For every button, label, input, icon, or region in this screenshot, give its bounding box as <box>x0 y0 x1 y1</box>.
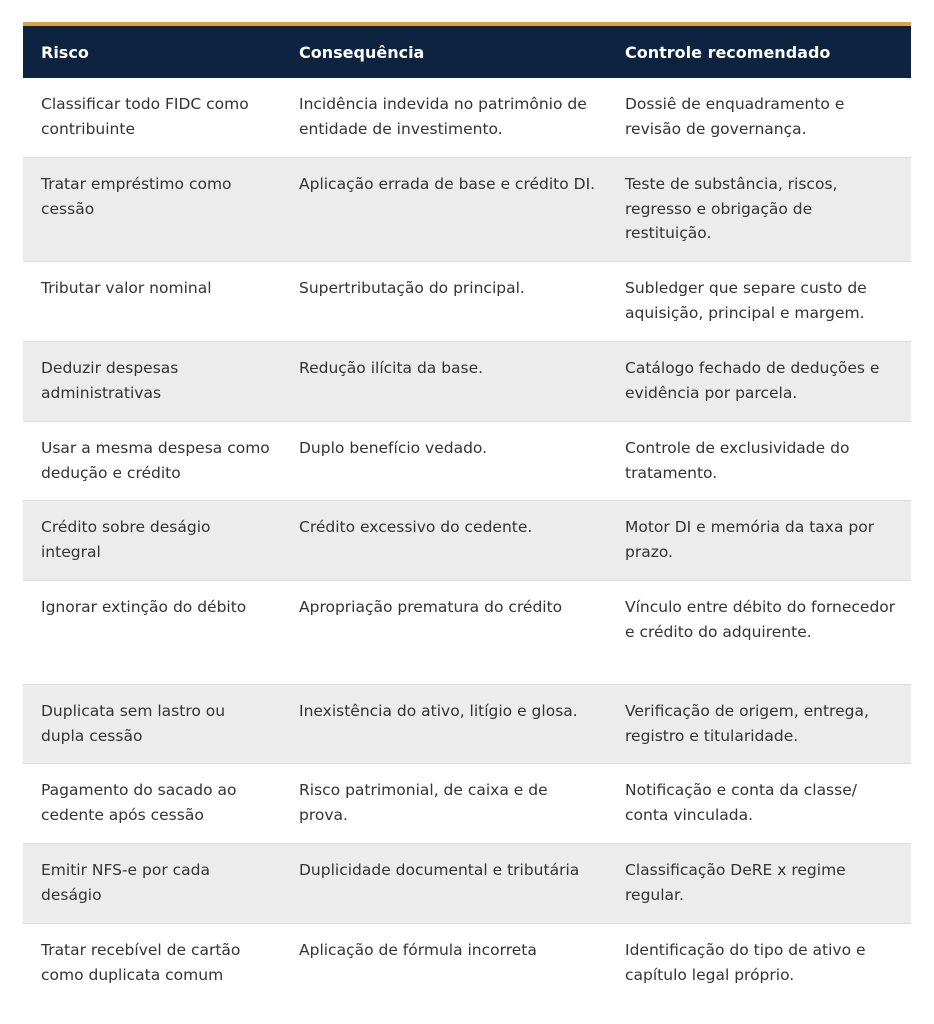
table-row <box>23 78 911 158</box>
cell-risco: Pagamento do sacado ao cedente após cessão <box>41 781 237 824</box>
table-row <box>23 501 911 581</box>
cell-controle: Subledger que separe custo de aquisição, principal e margem. <box>625 279 867 322</box>
cell-risco: Classificar todo FIDC como contribuinte <box>41 95 249 138</box>
table-row <box>23 262 911 342</box>
cell-risco: Tratar empréstimo como cessão <box>41 175 232 218</box>
cell-risco: Deduzir despesas administrativas <box>41 359 179 402</box>
table-row <box>23 924 911 1004</box>
cell-consequencia: Duplo benefício vedado. <box>299 439 488 457</box>
cell-consequencia: Redução ilícita da base. <box>299 359 484 377</box>
cell-consequencia: Supertributação do principal. <box>299 279 525 297</box>
table-row <box>23 764 911 844</box>
cell-controle: Motor DI e memória da taxa por prazo. <box>625 518 875 561</box>
table-header <box>23 26 911 78</box>
table-row <box>23 581 911 685</box>
cell-consequencia: Inexistência do ativo, litígio e glosa. <box>299 702 578 720</box>
cell-risco: Tratar recebível de cartão como duplicata comum <box>41 941 241 984</box>
table-row <box>23 158 911 262</box>
table-row <box>23 422 911 501</box>
cell-risco: Crédito sobre deságio integral <box>41 518 211 561</box>
cell-consequencia: Risco patrimonial, de caixa e de prova. <box>299 781 548 824</box>
cell-consequencia: Aplicação de fórmula incorreta <box>299 941 537 959</box>
cell-risco: Duplicata sem lastro ou dupla cessão <box>41 702 226 745</box>
cell-risco: Usar a mesma despesa como dedução e crédito <box>41 439 270 482</box>
cell-consequencia: Incidência indevida no patrimônio de entidade de investimento. <box>299 95 587 138</box>
cell-consequencia: Aplicação errada de base e crédito DI. <box>299 175 596 193</box>
header-risco: Risco <box>41 42 89 62</box>
cell-controle: Dossiê de enquadramento e revisão de governança. <box>625 95 845 138</box>
table-row <box>23 844 911 924</box>
cell-controle: Catálogo fechado de deduções e evidência por parcela. <box>625 359 880 402</box>
header-controle: Controle recomendado <box>625 42 831 62</box>
cell-consequencia: Apropriação prematura do crédito <box>299 598 563 616</box>
table-row <box>23 342 911 422</box>
cell-controle: Notificação e conta da classe/ conta vinculada. <box>625 781 857 824</box>
cell-consequencia: Duplicidade documental e tributária <box>299 861 580 879</box>
cell-consequencia: Crédito excessivo do cedente. <box>299 518 533 536</box>
cell-controle: Classificação DeRE x regime regular. <box>625 861 846 904</box>
cell-controle: Identificação do tipo de ativo e capítulo legal próprio. <box>625 941 866 984</box>
cell-risco: Tributar valor nominal <box>41 279 212 297</box>
cell-controle: Vínculo entre débito do fornecedor e crédito do adquirente. <box>625 598 896 641</box>
cell-risco: Emitir NFS-e por cada deságio <box>41 861 210 904</box>
cell-risco: Ignorar extinção do débito <box>41 598 247 616</box>
table-row <box>23 685 911 764</box>
cell-controle: Teste de substância, riscos, regresso e obrigação de restituição. <box>625 175 838 243</box>
risk-table <box>23 22 911 1004</box>
cell-controle: Verificação de origem, entrega, registro e titularidade. <box>625 702 869 745</box>
cell-controle: Controle de exclusividade do tratamento. <box>625 439 850 482</box>
header-consequencia: Consequência <box>299 42 425 62</box>
